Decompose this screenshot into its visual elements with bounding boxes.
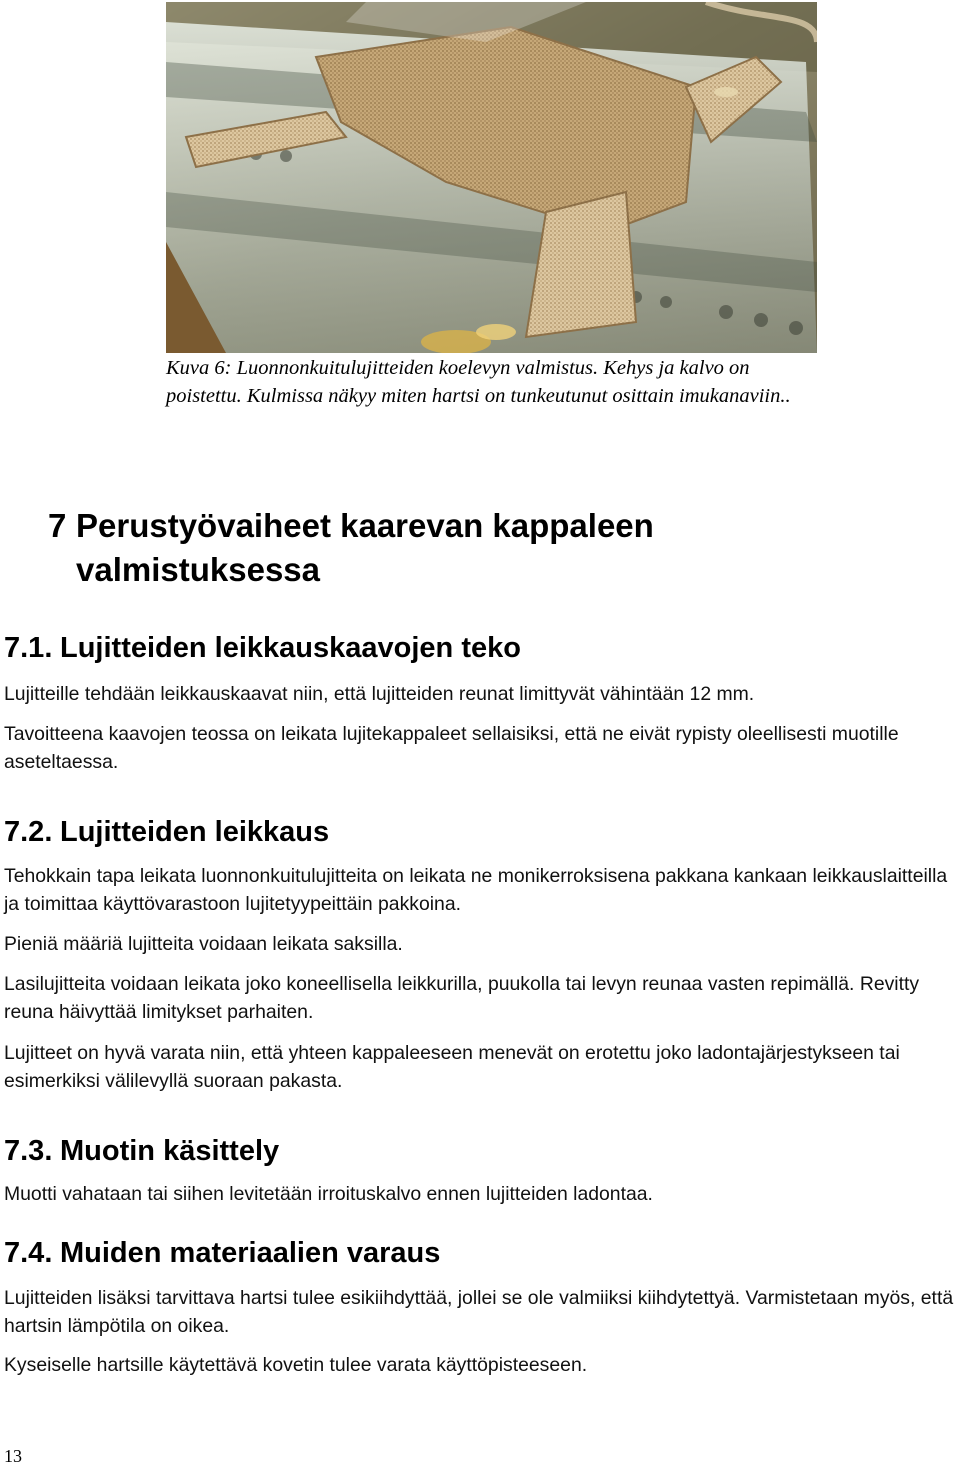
page-number: 13 bbox=[4, 1446, 22, 1466]
paragraph: Lujitteiden lisäksi tarvittava hartsi tulee esikiihdyttää, jollei se ole valmiiksi kiihdytettyä. Varmistetaan myös, että hartsin lämpötila on oikea. bbox=[4, 1287, 954, 1337]
paragraph: Lujitteet on hyvä varata niin, että yhteen kappaleeseen menevät on erotettu joko ladontajärjestykseen tai esimerkiksi välilevyllä suoraan pakasta. bbox=[4, 1042, 900, 1092]
section-number: 7.3. bbox=[4, 1135, 53, 1167]
section-title: Lujitteiden leikkaus bbox=[60, 816, 330, 848]
section-title: Muiden materiaalien varaus bbox=[60, 1237, 441, 1269]
section-title: Lujitteiden leikkauskaavojen teko bbox=[60, 632, 521, 664]
section-heading bbox=[4, 628, 904, 668]
chapter-title: Perustyövaiheet kaarevan kappaleen valmistuksessa bbox=[76, 507, 654, 588]
paragraph: Lasilujitteita voidaan leikata joko koneellisella leikkurilla, puukolla tai levyn reunaa vasten repimällä. Revitty reuna häivyttää limitykset parhaiten. bbox=[4, 973, 920, 1023]
figure-caption: Kuva 6: Luonnonkuitulujitteiden koelevyn valmistus. Kehys ja kalvo on poistettu. Kulmissa näkyy miten hartsi on tunkeutunut osittain imukanaviin.. bbox=[166, 357, 791, 407]
figure-photo bbox=[166, 2, 817, 353]
paragraph: Muotti vahataan tai siihen levitetään irroituskalvo ennen lujitteiden ladontaa. bbox=[4, 1183, 653, 1205]
paragraph: Pieniä määriä lujitteita voidaan leikata saksilla. bbox=[4, 933, 403, 955]
paragraph: Tavoitteena kaavojen teossa on leikata lujitekappaleet sellaisiksi, että ne eivät rypisty oleellisesti muotille aseteltaessa. bbox=[4, 723, 899, 773]
paragraph: Lujitteille tehdään leikkauskaavat niin, että lujitteiden reunat limittyvät vähintään 12 mm. bbox=[4, 683, 755, 705]
section-number: 7.1. bbox=[4, 632, 53, 664]
section-heading bbox=[4, 1233, 904, 1273]
paragraph: Kyseiselle hartsille käytettävä kovetin tulee varata käyttöpisteeseen. bbox=[4, 1354, 588, 1376]
section-heading bbox=[4, 812, 904, 852]
section-number: 7.2. bbox=[4, 816, 53, 848]
section-title: Muotin käsittely bbox=[60, 1135, 280, 1167]
section-heading bbox=[4, 1131, 904, 1171]
chapter-number: 7 bbox=[48, 507, 67, 544]
paragraph: Tehokkain tapa leikata luonnonkuitulujitteita on leikata ne monikerroksisena pakkana kankaan leikkauslaitteilla ja toimittaa käyttövarastoon lujitetyypeittäin pakkoina. bbox=[4, 865, 948, 915]
section-number: 7.4. bbox=[4, 1237, 53, 1269]
